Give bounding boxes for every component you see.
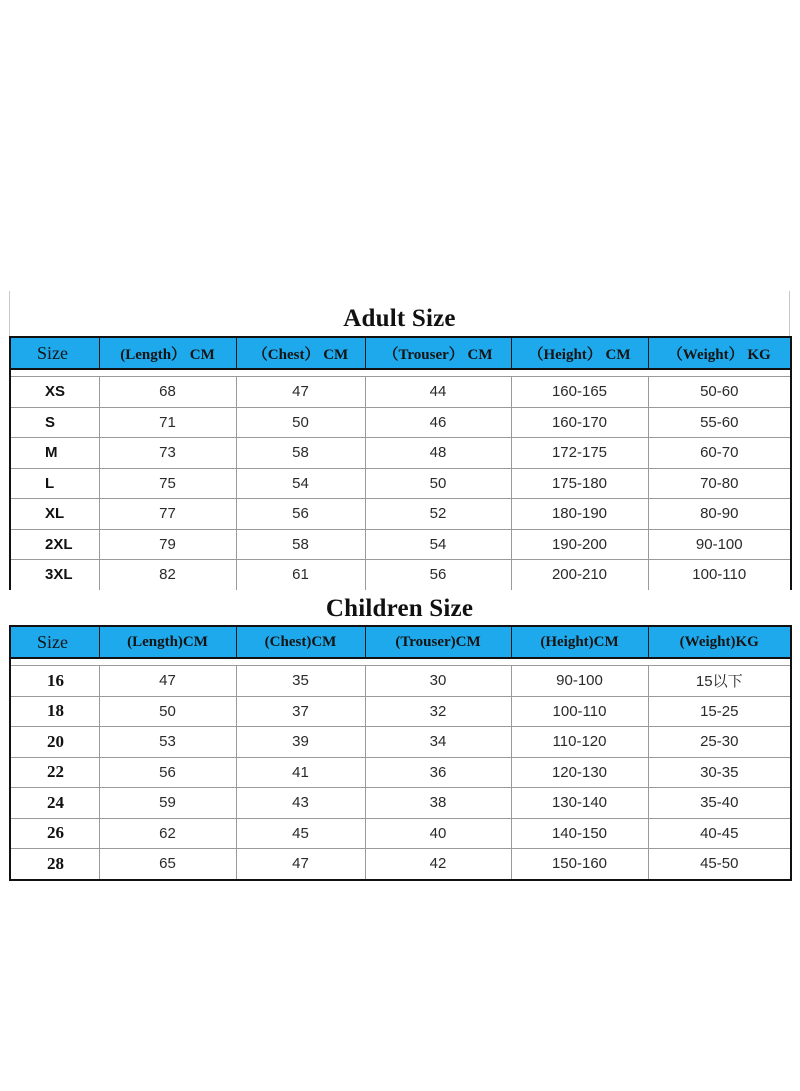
trouser-cell: 44: [365, 377, 511, 408]
table-row: [10, 666, 791, 697]
length-cell: 71: [99, 407, 236, 438]
column-header-length: (Length） CM: [99, 337, 236, 369]
column-header-length: (Length)CM: [99, 626, 236, 658]
size-cell: XL: [10, 499, 99, 530]
chest-cell: 41: [236, 757, 365, 788]
trouser-cell: 36: [365, 757, 511, 788]
children-size-title: Children Size: [325, 595, 474, 622]
table-row: [10, 727, 791, 758]
table-row: [10, 377, 791, 408]
size-cell: M: [10, 438, 99, 469]
chest-cell: 50: [236, 407, 365, 438]
trouser-cell: 32: [365, 696, 511, 727]
size-cell: 18: [10, 696, 99, 727]
trouser-cell: 54: [365, 529, 511, 560]
weight-cell: 80-90: [648, 499, 791, 530]
size-cell: XS: [10, 377, 99, 408]
height-cell: 180-190: [511, 499, 648, 530]
column-header-trouser: （Trouser） CM: [365, 337, 511, 369]
length-cell: 62: [99, 818, 236, 849]
chest-cell: 58: [236, 438, 365, 469]
weight-cell: 50-60: [648, 377, 791, 408]
length-cell: 53: [99, 727, 236, 758]
size-cell: 28: [10, 849, 99, 880]
chest-cell: 39: [236, 727, 365, 758]
height-cell: 175-180: [511, 468, 648, 499]
trouser-cell: 38: [365, 788, 511, 819]
size-cell: L: [10, 468, 99, 499]
trouser-cell: 56: [365, 560, 511, 590]
weight-cell: 35-40: [648, 788, 791, 819]
chest-cell: 58: [236, 529, 365, 560]
trouser-cell: 48: [365, 438, 511, 469]
table-row: [10, 468, 791, 499]
weight-cell: 40-45: [648, 818, 791, 849]
trouser-cell: 46: [365, 407, 511, 438]
size-cell: 2XL: [10, 529, 99, 560]
column-header-height: (Height)CM: [511, 626, 648, 658]
adult-size-title: Adult Size: [343, 305, 456, 332]
size-cell: 3XL: [10, 560, 99, 590]
size-cell: 24: [10, 788, 99, 819]
column-header-chest: (Chest)CM: [236, 626, 365, 658]
adult-rows: [10, 369, 791, 590]
chest-cell: 47: [236, 377, 365, 408]
length-cell: 59: [99, 788, 236, 819]
trouser-cell: 30: [365, 666, 511, 697]
chest-cell: 61: [236, 560, 365, 590]
size-cell: 16: [10, 666, 99, 697]
length-cell: 65: [99, 849, 236, 880]
chest-cell: 43: [236, 788, 365, 819]
length-cell: 50: [99, 696, 236, 727]
children-size-table: [9, 625, 792, 881]
table-row: [10, 818, 791, 849]
height-cell: 172-175: [511, 438, 648, 469]
length-cell: 73: [99, 438, 236, 469]
weight-cell: 90-100: [648, 529, 791, 560]
column-header-trouser: (Trouser)CM: [365, 626, 511, 658]
table-row: [10, 788, 791, 819]
table-row: [10, 757, 791, 788]
weight-cell: 30-35: [648, 757, 791, 788]
size-cell: 20: [10, 727, 99, 758]
height-cell: 90-100: [511, 666, 648, 697]
weight-cell: 15-25: [648, 696, 791, 727]
weight-cell: 25-30: [648, 727, 791, 758]
length-cell: 56: [99, 757, 236, 788]
column-header-size: Size: [10, 337, 99, 369]
trouser-cell: 52: [365, 499, 511, 530]
trouser-cell: 40: [365, 818, 511, 849]
table-row: [10, 849, 791, 880]
children-rows: [10, 658, 791, 880]
table-row: [10, 529, 791, 560]
length-cell: 79: [99, 529, 236, 560]
weight-cell: 45-50: [700, 855, 739, 873]
table-row: [10, 560, 791, 590]
height-cell: 110-120: [511, 727, 648, 758]
table-row: [10, 499, 791, 530]
chest-cell: 47: [236, 849, 365, 880]
chest-cell: 54: [236, 468, 365, 499]
height-cell: 190-200: [511, 529, 648, 560]
column-header-size: Size: [10, 626, 99, 658]
length-cell: 47: [99, 666, 236, 697]
height-cell: 100-110: [511, 696, 648, 727]
table-row: [10, 696, 791, 727]
weight-cell: 70-80: [648, 468, 791, 499]
length-cell: 77: [99, 499, 236, 530]
length-cell: 82: [99, 560, 236, 590]
height-cell: 150-160: [511, 849, 648, 880]
trouser-cell: 34: [365, 727, 511, 758]
column-header-weight: （Weight） KG: [648, 337, 791, 369]
trouser-cell: 50: [365, 468, 511, 499]
chest-cell: 37: [236, 696, 365, 727]
size-cell: 22: [10, 757, 99, 788]
height-cell: 200-210: [511, 560, 648, 590]
weight-cell: 55-60: [648, 407, 791, 438]
chest-cell: 45: [236, 818, 365, 849]
chest-cell: 56: [236, 499, 365, 530]
table-row: [10, 407, 791, 438]
adult-size-table: [9, 336, 792, 590]
header-spacer: [10, 658, 791, 666]
weight-cell: 100-110: [692, 566, 747, 584]
length-cell: 68: [99, 377, 236, 408]
header-spacer: [10, 369, 791, 377]
weight-cell: 60-70: [648, 438, 791, 469]
height-cell: 160-165: [511, 377, 648, 408]
size-cell: S: [10, 407, 99, 438]
length-cell: 75: [99, 468, 236, 499]
trouser-cell: 42: [365, 849, 511, 880]
height-cell: 160-170: [511, 407, 648, 438]
size-cell: 26: [10, 818, 99, 849]
column-header-weight: (Weight)KG: [648, 626, 791, 658]
column-header-chest: （Chest） CM: [236, 337, 365, 369]
height-cell: 140-150: [511, 818, 648, 849]
children-header-row: [10, 626, 791, 658]
weight-cell: 15以下: [648, 666, 791, 697]
table-row: [10, 438, 791, 469]
adult-header-row: [10, 337, 791, 369]
height-cell: 120-130: [511, 757, 648, 788]
column-header-height: （Height） CM: [511, 337, 648, 369]
chest-cell: 35: [236, 666, 365, 697]
height-cell: 130-140: [511, 788, 648, 819]
